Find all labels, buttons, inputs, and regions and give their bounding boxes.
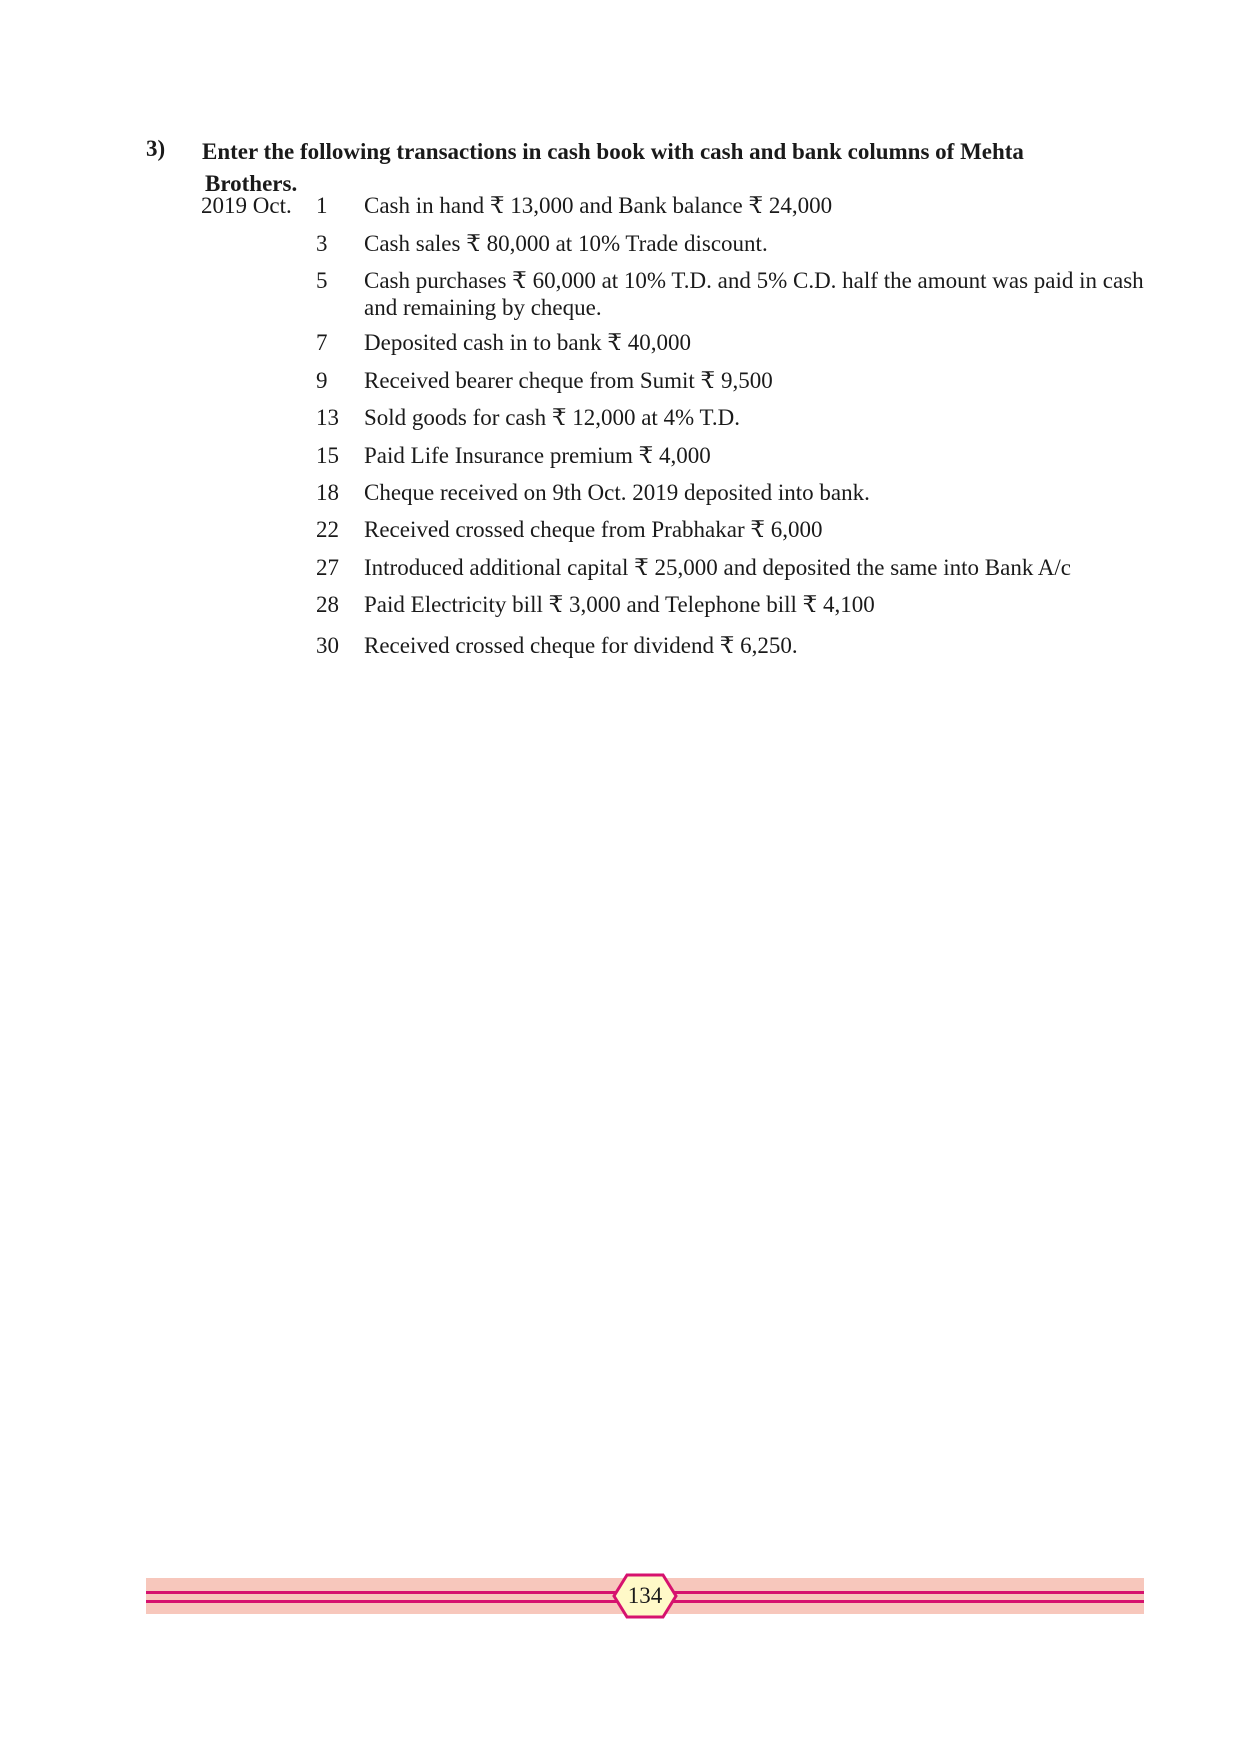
transaction-day: 1 xyxy=(316,193,328,218)
transaction-day: 3 xyxy=(316,231,328,256)
transaction-description: Paid Life Insurance premium ₹ 4,000 xyxy=(364,443,711,468)
transaction-description: Cash purchases ₹ 60,000 at 10% T.D. and 5% C.D. half the amount was paid in cash and remaining by cheque. xyxy=(364,268,1144,320)
question-text xyxy=(202,136,1135,200)
page-number-badge xyxy=(612,1572,678,1620)
transaction-day: 5 xyxy=(316,268,328,293)
question-number: 3) xyxy=(146,136,166,161)
transaction-description: Paid Electricity bill ₹ 3,000 and Telephone bill ₹ 4,100 xyxy=(364,592,875,617)
transaction-description: Deposited cash in to bank ₹ 40,000 xyxy=(364,330,691,355)
question-text-line1: Enter the following transactions in cash book with cash and bank columns of Mehta xyxy=(202,139,1024,164)
transaction-day: 22 xyxy=(316,517,339,542)
transaction-description: Received bearer cheque from Sumit ₹ 9,500 xyxy=(364,368,773,393)
transaction-day: 28 xyxy=(316,592,339,617)
transaction-day: 30 xyxy=(316,633,339,658)
transaction-day: 27 xyxy=(316,555,339,580)
transaction-description: Introduced additional capital ₹ 25,000 and deposited the same into Bank A/c xyxy=(364,555,1072,580)
transaction-description: Cheque received on 9th Oct. 2019 deposited into bank. xyxy=(364,480,870,505)
transaction-description: Received crossed cheque from Prabhakar ₹ 6,000 xyxy=(364,517,823,542)
question-text-line2: Brothers. xyxy=(205,171,298,196)
transaction-description: Cash in hand ₹ 13,000 and Bank balance ₹ 24,000 xyxy=(364,193,833,218)
transaction-day: 9 xyxy=(316,368,328,393)
transaction-description: Cash sales ₹ 80,000 at 10% Trade discount. xyxy=(364,231,768,256)
transaction-year: 2019 Oct. xyxy=(201,193,292,218)
transaction-description: Received crossed cheque for dividend ₹ 6,250. xyxy=(364,633,798,658)
transaction-day: 7 xyxy=(316,330,328,355)
transaction-day: 13 xyxy=(316,405,339,430)
page-number: 134 xyxy=(627,1583,663,1608)
transaction-day: 18 xyxy=(316,480,339,505)
transaction-description: Sold goods for cash ₹ 12,000 at 4% T.D. xyxy=(364,405,740,430)
transaction-day: 15 xyxy=(316,443,339,468)
